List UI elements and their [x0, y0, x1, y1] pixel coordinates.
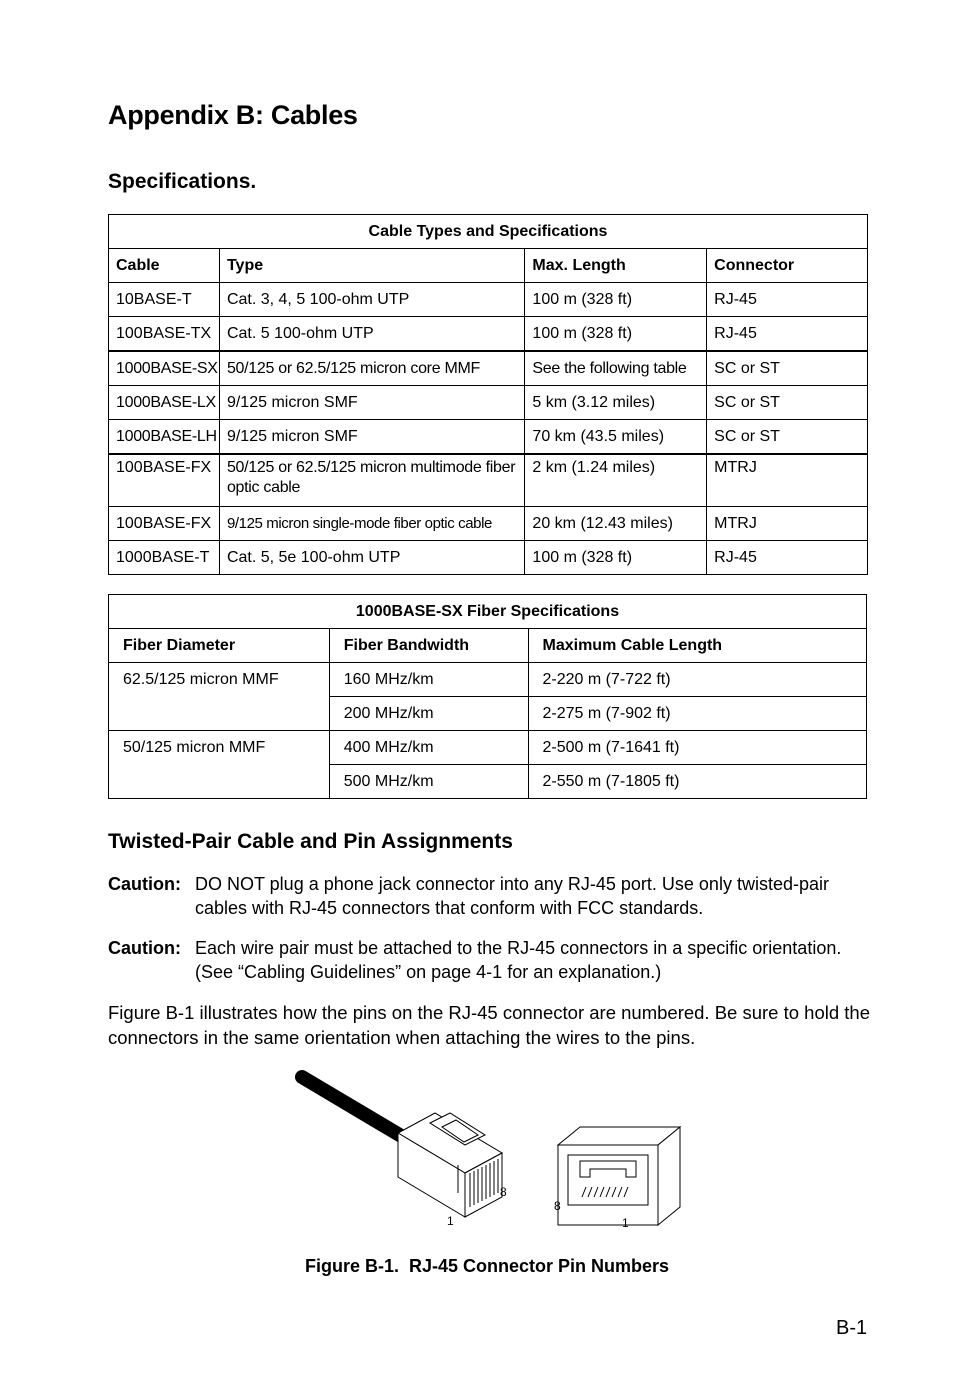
- fiber-specifications-table: [108, 594, 867, 799]
- table-cell: 50/125 or 62.5/125 micron multimode fiber optic cable: [219, 454, 524, 507]
- plug-pin-1-label: 1: [447, 1214, 454, 1228]
- table-cell: 1000BASE-T: [109, 541, 220, 575]
- table-cell: RJ-45: [707, 283, 868, 317]
- jack-pin-8-label: 8: [554, 1199, 561, 1213]
- specifications-heading: Specifications.: [108, 170, 257, 193]
- table-caption: 1000BASE-SX Fiber Specifications: [109, 595, 867, 629]
- table-cell: 500 MHz/km: [329, 765, 528, 799]
- table-cell: 9/125 micron SMF: [219, 386, 524, 420]
- table-row: [109, 317, 868, 352]
- table-cell: SC or ST: [707, 386, 868, 420]
- caution-label: Caution:: [108, 938, 181, 958]
- cable-types-table: [108, 214, 868, 575]
- rj45-jack-illustration: [558, 1127, 680, 1225]
- table-cell: 160 MHz/km: [329, 663, 528, 697]
- column-header: Maximum Cable Length: [528, 629, 867, 663]
- table-cell: 100 m (328 ft): [525, 317, 707, 352]
- rj45-connector-figure: [290, 1065, 700, 1235]
- caution-note: [108, 872, 868, 920]
- column-header: Connector: [707, 249, 868, 283]
- table-cell: 1000BASE-SX: [109, 351, 220, 386]
- table-cell: 100 m (328 ft): [525, 283, 707, 317]
- table-cell: MTRJ: [707, 507, 868, 541]
- table-cell: 10BASE-T: [109, 283, 220, 317]
- table-cell: 2 km (1.24 miles): [525, 454, 707, 507]
- table-cell: 100BASE-FX: [109, 454, 220, 507]
- table-cell: 1000BASE-LX: [109, 386, 220, 420]
- table-cell: See the following table: [525, 351, 707, 386]
- table-cell: RJ-45: [707, 541, 868, 575]
- table-cell: RJ-45: [707, 317, 868, 352]
- caution-text: Each wire pair must be attached to the RJ-45 connectors in a specific orientation. (See “Cabling Guidelines” on page 4-1 for an explanation.): [195, 938, 842, 982]
- table-row: [109, 454, 868, 507]
- table-cell: SC or ST: [707, 420, 868, 455]
- figure-caption: Figure B-1. RJ-45 Connector Pin Numbers: [304, 1256, 670, 1276]
- table-cell: 5 km (3.12 miles): [525, 386, 707, 420]
- column-header: Fiber Diameter: [109, 629, 330, 663]
- table-cell: 9/125 micron SMF: [219, 420, 524, 455]
- table-cell: SC or ST: [707, 351, 868, 386]
- jack-pin-1-label: 1: [622, 1216, 629, 1230]
- fiber-diameter-cell: 62.5/125 micron MMF: [109, 663, 330, 731]
- table-row: [109, 663, 867, 697]
- page-number: B-1: [836, 1317, 868, 1339]
- table-cell: MTRJ: [707, 454, 868, 507]
- table-cell: 100 m (328 ft): [525, 541, 707, 575]
- table-cell: 1000BASE-LH: [109, 420, 220, 455]
- table-cell: 70 km (43.5 miles): [525, 420, 707, 455]
- table-row: [109, 541, 868, 575]
- table-cell: 2-220 m (7-722 ft): [528, 663, 867, 697]
- column-header: Cable: [109, 249, 220, 283]
- table-row: [109, 386, 868, 420]
- table-row: [109, 351, 868, 386]
- table-cell: 200 MHz/km: [329, 697, 528, 731]
- caution-text: DO NOT plug a phone jack connector into any RJ-45 port. Use only twisted-pair cables with RJ-45 connectors that conform with FCC standards.: [195, 874, 829, 918]
- table-cell: 2-550 m (7-1805 ft): [528, 765, 867, 799]
- table-cell: Cat. 5 100-ohm UTP: [219, 317, 524, 352]
- rj45-plug-illustration: [302, 1077, 502, 1217]
- table-row: [109, 283, 868, 317]
- table-caption: Cable Types and Specifications: [109, 215, 868, 249]
- table-row: [109, 420, 868, 455]
- table-cell: 100BASE-TX: [109, 317, 220, 352]
- twisted-pair-heading: Twisted-Pair Cable and Pin Assignments: [108, 830, 513, 853]
- table-row: [109, 507, 868, 541]
- column-header: Type: [219, 249, 524, 283]
- caution-note: [108, 936, 868, 984]
- caution-label: Caution:: [108, 874, 181, 894]
- table-row: [109, 731, 867, 765]
- table-cell: 20 km (12.43 miles): [525, 507, 707, 541]
- table-cell: 2-275 m (7-902 ft): [528, 697, 867, 731]
- body-paragraph: Figure B-1 illustrates how the pins on the RJ-45 connector are numbered. Be sure to hold the connectors in the same orientation when attaching the wires to the pins.: [108, 1002, 871, 1048]
- column-header: Max. Length: [525, 249, 707, 283]
- table-cell: Cat. 5, 5e 100-ohm UTP: [219, 541, 524, 575]
- plug-pin-8-label: 8: [500, 1185, 507, 1199]
- table-cell: 100BASE-FX: [109, 507, 220, 541]
- table-cell: 400 MHz/km: [329, 731, 528, 765]
- fiber-diameter-cell: 50/125 micron MMF: [109, 731, 330, 799]
- table-cell: Cat. 3, 4, 5 100-ohm UTP: [219, 283, 524, 317]
- table-cell: 2-500 m (7-1641 ft): [528, 731, 867, 765]
- page-title: Appendix B: Cables: [108, 100, 358, 130]
- column-header: Fiber Bandwidth: [329, 629, 528, 663]
- table-cell: 9/125 micron single-mode fiber optic cable: [219, 507, 524, 541]
- table-cell: 50/125 or 62.5/125 micron core MMF: [219, 351, 524, 386]
